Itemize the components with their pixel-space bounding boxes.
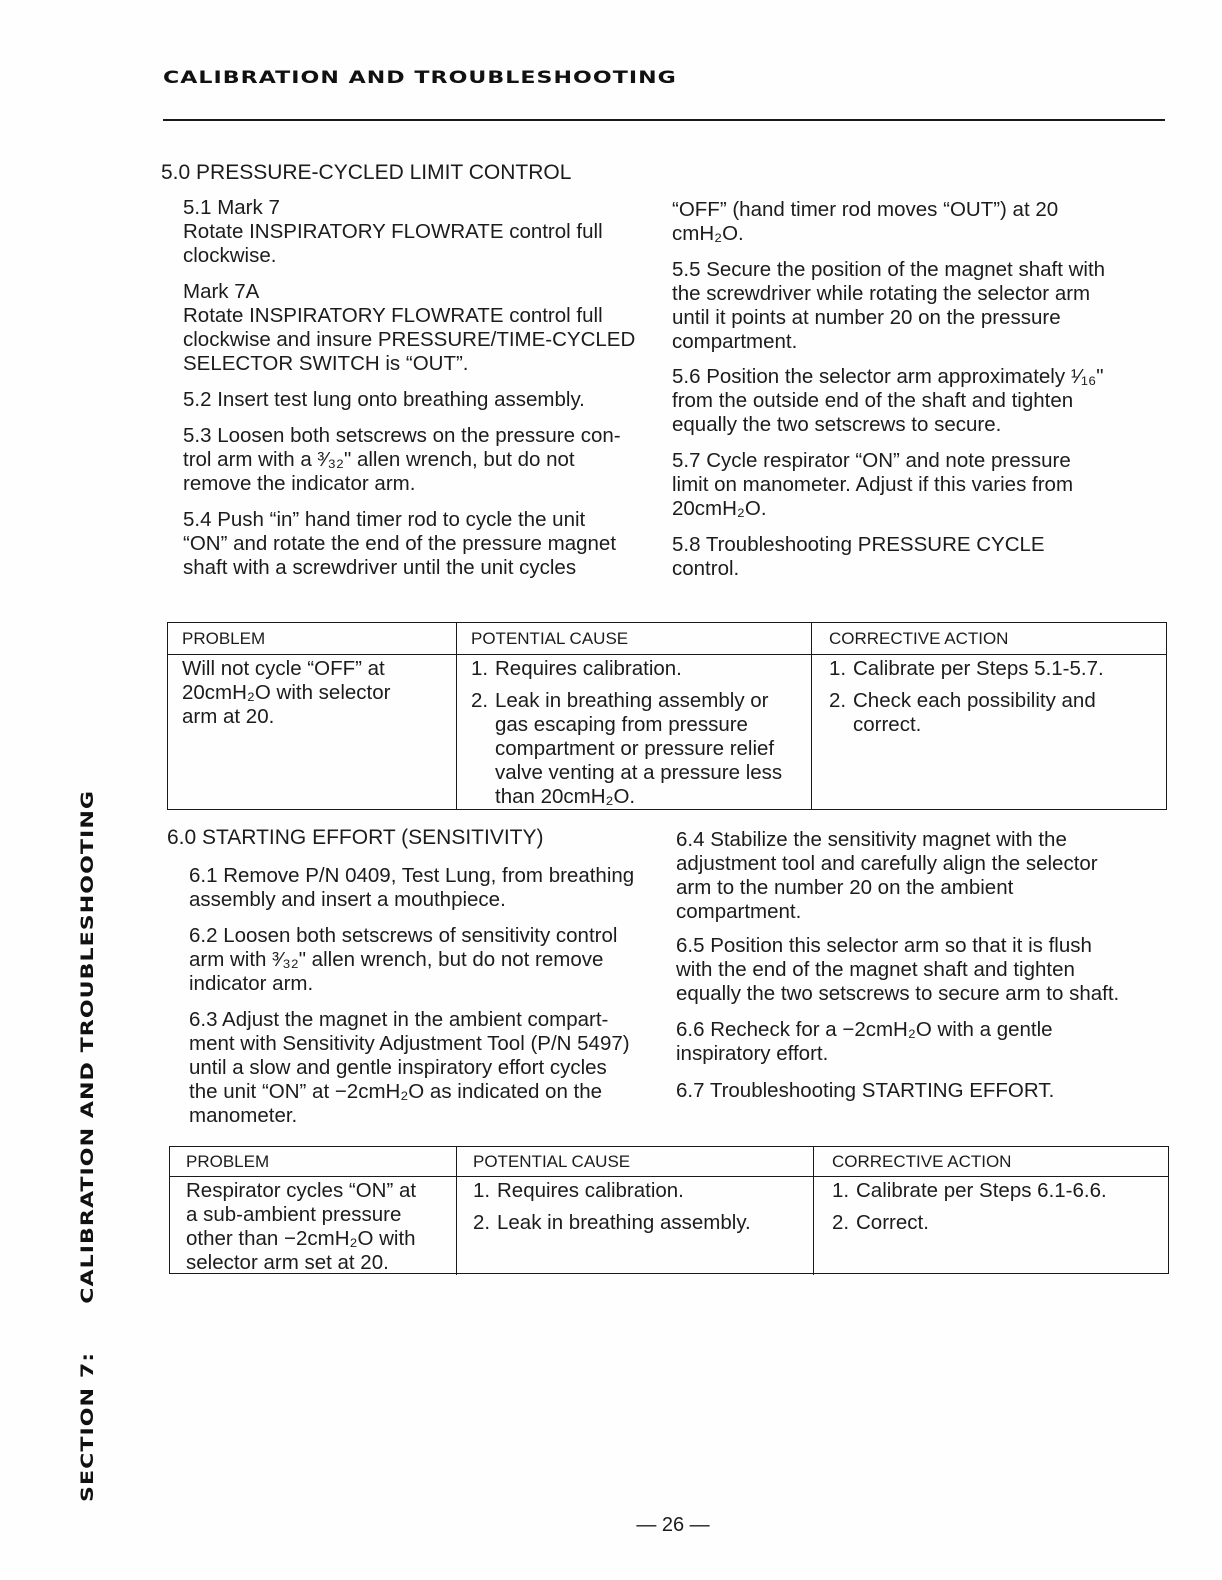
potential-cause-cell <box>456 1177 813 1275</box>
paragraph-5-2: 5.2 Insert test lung onto breathing assembly. <box>183 388 585 411</box>
problem-text: Will not cycle “OFF” at 20cmH₂O with selector arm at 20. <box>182 657 391 728</box>
action-item <box>832 1179 1168 1203</box>
action-text: Correct. <box>856 1211 929 1234</box>
paragraph-5-6: 5.6 Position the selector arm approximately ¹⁄₁₆" from the outside end of the shaft and tighten equally the two setscrews to secure. <box>672 365 1104 436</box>
paragraph-5-7: 5.7 Cycle respirator “ON” and note pressure limit on manometer. Adjust if this varies from 20cmH₂O. <box>672 449 1074 520</box>
corrective-action-cell <box>811 655 1166 809</box>
action-number: 1. <box>832 1179 850 1202</box>
action-text: Check each possibility and correct. <box>853 689 1096 736</box>
cause-item <box>471 689 811 809</box>
cause-text: Requires calibration. <box>495 657 682 680</box>
problem-text: Respirator cycles “ON” at a sub-ambient pressure other than −2cmH₂O with selector arm set at 20. <box>186 1179 417 1274</box>
paragraph-6-3: 6.3 Adjust the magnet in the ambient compart- ment with Sensitivity Adjustment Tool (P/N 5497) until a slow and gentle inspiratory effort cycles the unit “ON” at −2cmH₂O as indicated on the manometer. <box>189 1008 630 1127</box>
cause-number: 1. <box>473 1179 491 1202</box>
paragraph-5-4: 5.4 Push “in” hand timer rod to cycle the unit “ON” and rotate the end of the pressure magnet shaft with a screwdriver until the unit cycles <box>183 508 617 579</box>
column-header-potential-cause: POTENTIAL CAUSE <box>456 623 811 655</box>
action-text: Calibrate per Steps 6.1-6.6. <box>856 1179 1107 1202</box>
cause-text: Leak in breathing assembly or gas escaping from pressure compartment or pressure relief valve venting at a pressure less than 20cmH₂O. <box>495 689 783 808</box>
column-header-potential-cause: POTENTIAL CAUSE <box>456 1147 813 1177</box>
side-section-number: SECTION 7: <box>78 1351 98 1502</box>
paragraph-6-4: 6.4 Stabilize the sensitivity magnet with the adjustment tool and carefully align the selector arm to the number 20 on the ambient compartment. <box>676 828 1098 923</box>
cause-text: Leak in breathing assembly. <box>497 1211 751 1234</box>
paragraph-5-4-continued: “OFF” (hand timer rod moves “OUT”) at 20 cmH₂O. <box>672 198 1059 245</box>
cause-item <box>473 1179 813 1203</box>
page-number: — 26 — <box>636 1514 710 1536</box>
starting-effort-troubleshooting-table <box>169 1146 1169 1274</box>
side-section-tab <box>78 790 98 1502</box>
cause-text: Requires calibration. <box>497 1179 684 1202</box>
paragraph-5-1: 5.1 Mark 7 Rotate INSPIRATORY FLOWRATE control full clockwise. <box>183 196 603 267</box>
section-heading-6-0: 6.0 STARTING EFFORT (SENSITIVITY) <box>167 826 544 849</box>
action-item <box>832 1211 1168 1235</box>
potential-cause-cell <box>456 655 811 809</box>
cause-number: 2. <box>473 1211 491 1234</box>
column-header-corrective-action: CORRECTIVE ACTION <box>813 1147 1168 1177</box>
action-item <box>829 689 1166 737</box>
problem-cell <box>168 655 456 809</box>
column-header-problem: PROBLEM <box>168 623 456 655</box>
running-header: CALIBRATION AND TROUBLESHOOTING <box>163 68 677 88</box>
paragraph-5-5: 5.5 Secure the position of the magnet shaft with the screwdriver while rotating the selector arm until it points at number 20 on the pressure compartment. <box>672 258 1106 353</box>
problem-cell <box>170 1177 456 1275</box>
cause-item <box>471 657 811 681</box>
corrective-action-cell <box>813 1177 1168 1275</box>
action-number: 1. <box>829 657 847 680</box>
section-heading-5-0: 5.0 PRESSURE-CYCLED LIMIT CONTROL <box>161 161 572 184</box>
side-section-title: CALIBRATION AND TROUBLESHOOTING <box>78 789 98 1304</box>
header-rule <box>163 119 1165 121</box>
cause-number: 2. <box>471 689 489 712</box>
paragraph-5-3: 5.3 Loosen both setscrews on the pressure con- trol arm with a ³⁄₃₂" allen wrench, but do not remove the indicator arm. <box>183 424 621 495</box>
paragraph-6-6: 6.6 Recheck for a −2cmH₂O with a gentle inspiratory effort. <box>676 1018 1053 1065</box>
action-number: 2. <box>832 1211 850 1234</box>
paragraph-6-7: 6.7 Troubleshooting STARTING EFFORT. <box>676 1079 1055 1102</box>
pressure-cycle-troubleshooting-table <box>167 622 1167 810</box>
column-header-problem: PROBLEM <box>170 1147 456 1177</box>
paragraph-5-8: 5.8 Troubleshooting PRESSURE CYCLE control. <box>672 533 1045 580</box>
cause-item <box>473 1211 813 1235</box>
cause-number: 1. <box>471 657 489 680</box>
action-item <box>829 657 1166 681</box>
column-header-corrective-action: CORRECTIVE ACTION <box>811 623 1166 655</box>
paragraph-6-2: 6.2 Loosen both setscrews of sensitivity control arm with ³⁄₃₂" allen wrench, but do not remove indicator arm. <box>189 924 618 995</box>
paragraph-6-5: 6.5 Position this selector arm so that it is flush with the end of the magnet shaft and tighten equally the two setscrews to secure arm to shaft. <box>676 934 1120 1005</box>
paragraph-6-1: 6.1 Remove P/N 0409, Test Lung, from breathing assembly and insert a mouthpiece. <box>189 864 635 911</box>
paragraph-mark-7a: Mark 7A Rotate INSPIRATORY FLOWRATE control full clockwise and insure PRESSURE/TIME-CYCLED SELECTOR SWITCH is “OUT”. <box>183 280 636 375</box>
action-text: Calibrate per Steps 5.1-5.7. <box>853 657 1104 680</box>
action-number: 2. <box>829 689 847 712</box>
